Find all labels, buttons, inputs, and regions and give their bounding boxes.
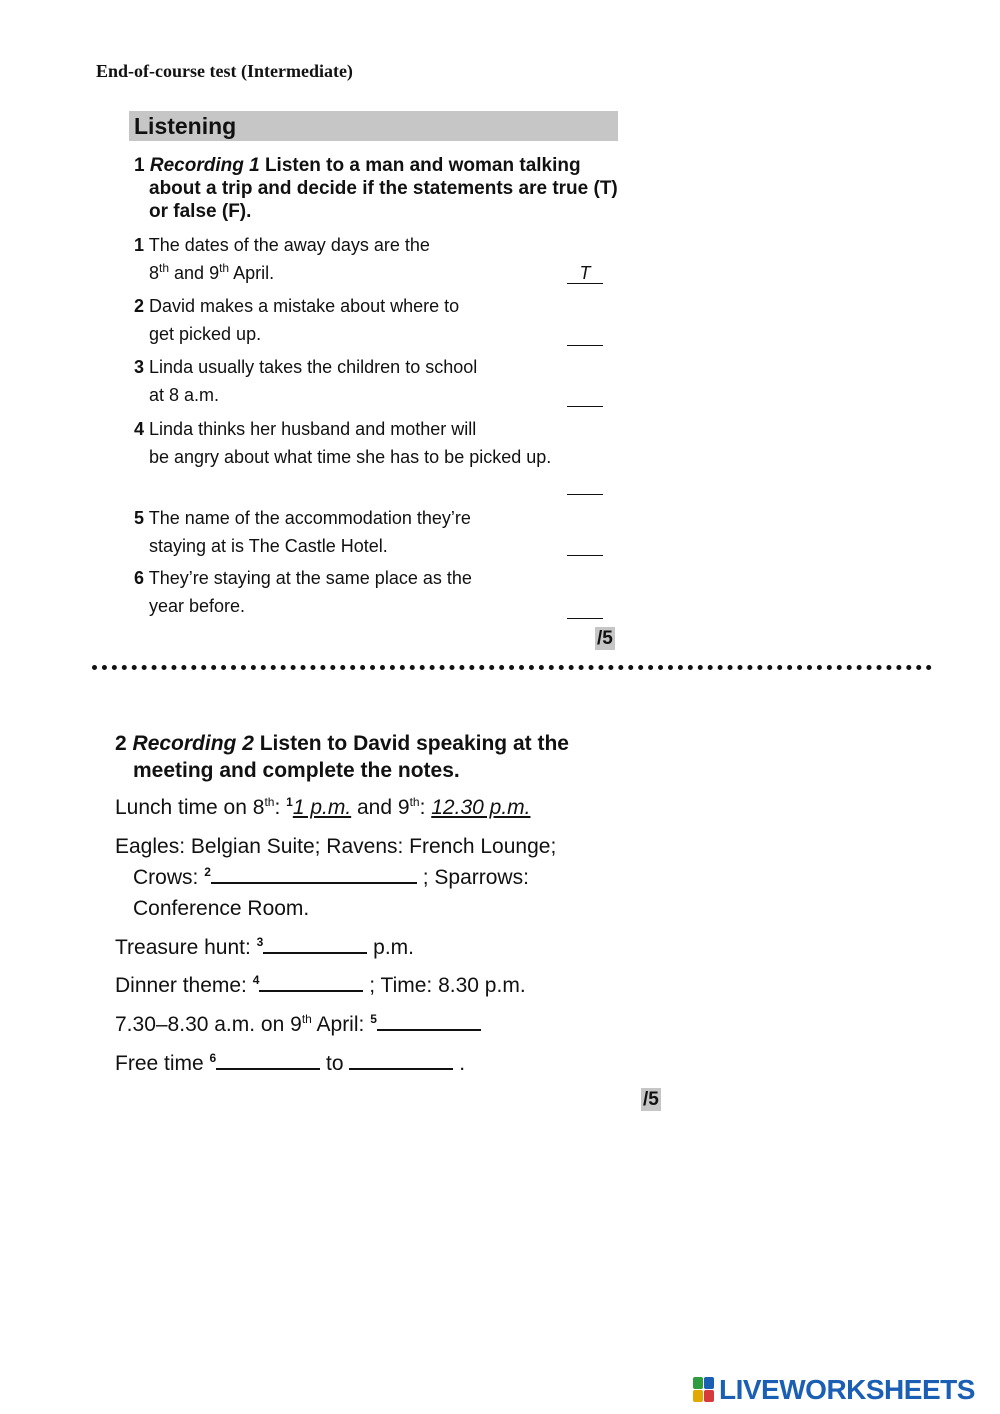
exercise1-instruction: 1 Recording 1 Listen to a man and woman talking about a trip and decide if the statements are true (T) or false (F). [134,155,618,222]
note-dinner-theme: Dinner theme: $^4$ ; Time: 8.30 p.m. [115,970,635,1001]
answer-field-2[interactable] [567,325,603,346]
answer-field-5[interactable] [377,1009,481,1031]
question-item-4: 4 Linda thinks her husband and mother will be angry about what time she has to be picked up. [134,419,552,467]
section-title: Listening [129,111,618,141]
question-item-1: 1 The dates of the away days are the 8th and 9th April. [134,235,430,283]
note-morning: 7.30–8.30 a.m. on 9th April: $^5$ [115,1009,635,1040]
answer-field-6[interactable] [567,598,603,619]
exercise2-instruction: 2 Recording 2 Listen to David speaking at the meeting and complete the notes. [115,732,569,782]
liveworksheets-logo-icon [693,1377,715,1403]
answer-field-4[interactable] [567,474,603,495]
answer-field-5[interactable] [567,535,603,556]
note-rooms: Eagles: Belgian Suite; Ravens: French Lounge; Crows: $^2$ ; Sparrows: Conference Room. [115,835,557,920]
page-header: End-of-course test (Intermediate) [96,61,353,81]
question-item-6: 6 They’re staying at the same place as the year before. [134,568,472,616]
note-free-time: Free time $^6$ to . [115,1048,635,1079]
answer-field-4[interactable] [259,970,363,992]
score-box-exercise2: /5 [643,1089,659,1110]
answer-field-3[interactable] [263,932,367,954]
question-item-5: 5 The name of the accommodation they’re staying at is The Castle Hotel. [134,508,471,556]
question-item-3: 3 Linda usually takes the children to school at 8 a.m. [134,357,478,405]
note-treasure-hunt: Treasure hunt: $^3$ p.m. [115,932,635,963]
answer-field-lunch-2[interactable]: 12.30 p.m. [431,796,531,819]
answer-field-6b[interactable] [349,1048,453,1070]
liveworksheets-logo-text: LIVEWORKSHEETS [719,1374,975,1405]
answer-field-lunch-1[interactable]: 1 p.m. [292,796,352,819]
answer-field-1[interactable]: T [567,263,603,284]
note-lunch-time: Lunch time on 8th: $^1$1 p.m. and 9th: 12.30 p.m. [115,795,531,819]
liveworksheets-logo [693,1375,975,1405]
answer-field-2[interactable] [211,862,417,884]
answer-field-3[interactable] [567,386,603,407]
question-item-2: 2 David makes a mistake about where to get picked up. [134,296,460,344]
answer-field-6a[interactable] [216,1048,320,1070]
cut-line-divider [92,665,932,670]
score-box-exercise1: /5 [597,628,613,649]
